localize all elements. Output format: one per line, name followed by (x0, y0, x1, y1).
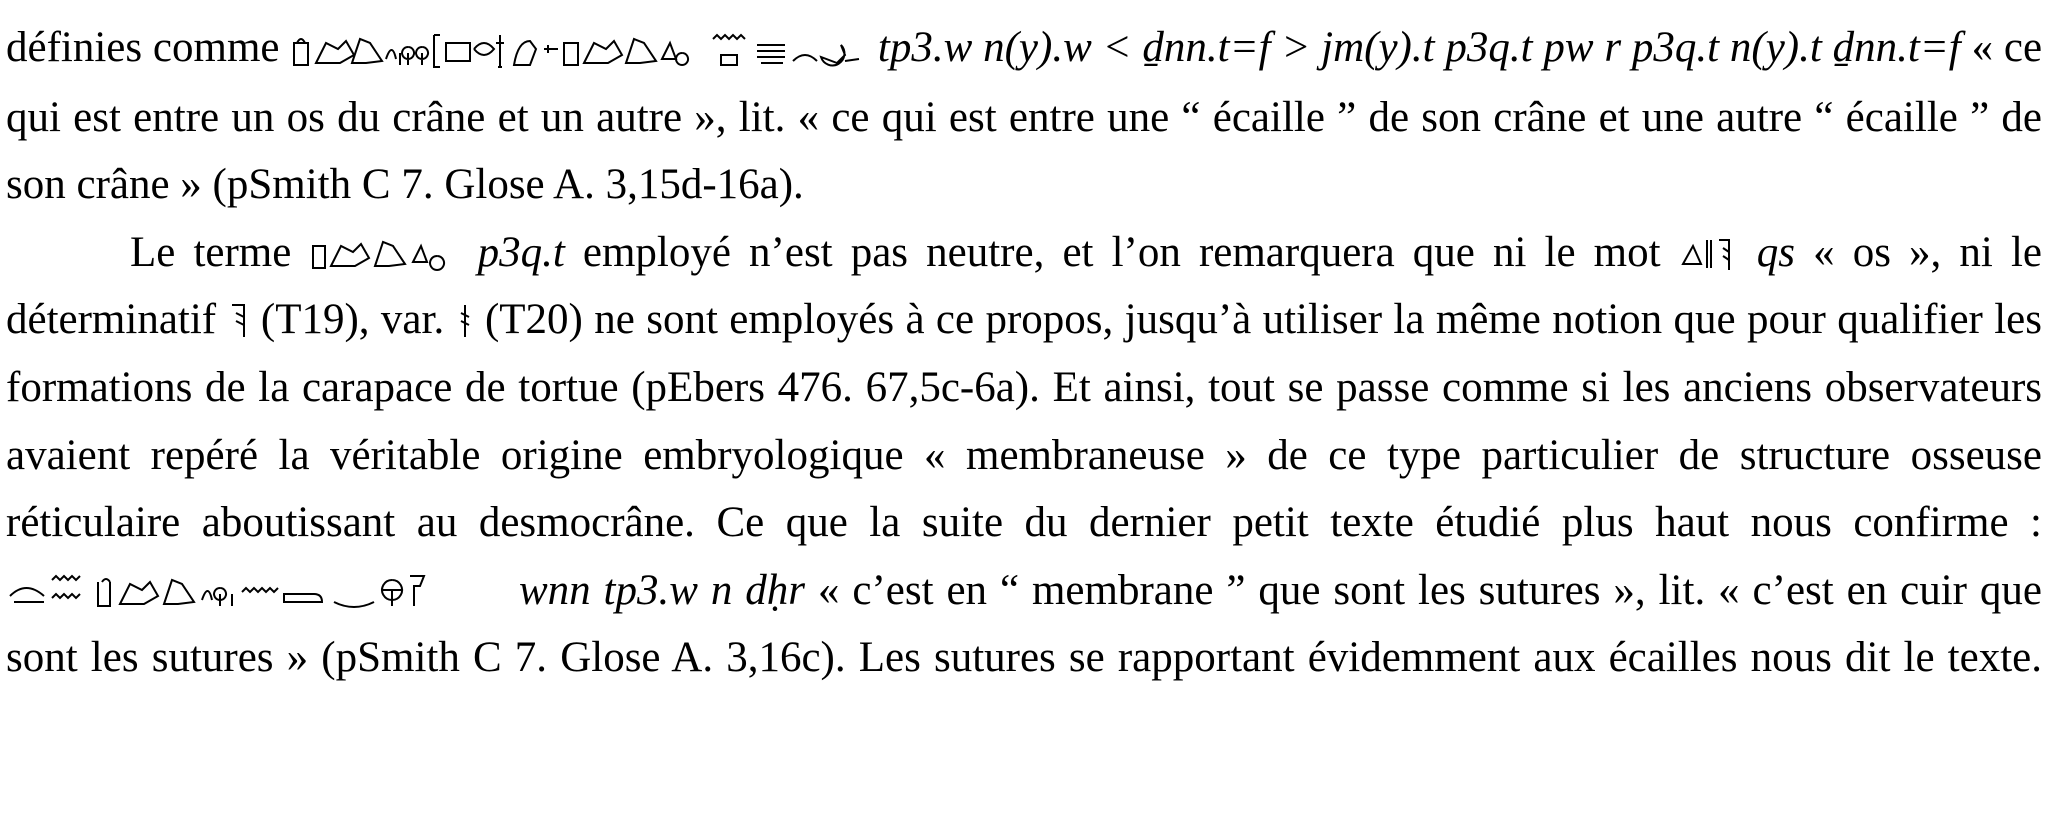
hieroglyph-inscription-1 (290, 31, 698, 69)
paragraph-2-text-d: (T20) ne sont employés à ce propos, jusqu’à utiliser la même notion que pour qualifier les formations de la carapace de tortue (pEbers 476. 67,5c-6a). Et ainsi, tout se passe comme si les anciens observateurs avaient repéré la véritable origine embryologique « membraneuse » de ce type particulier de structure osseuse réticulaire aboutissant au desmocrâne. Ce que la suite du dernier petit texte étudié plus haut nous confirme : (6, 296, 2042, 547)
paragraph-2-text-b: « os », ni le déterminatif (6, 228, 2042, 344)
paragraph-2 (6, 219, 2042, 692)
hieroglyph-wnn (6, 572, 506, 610)
paragraph-2-text-e: « c’est en “ membrane ” que sont les sutures », lit. « c’est en cuir que sont les sutures » (pSmith C 7. Glose A. 3,16c). Les sutures se rapportant évidemment aux écailles nous dit le texte. (6, 566, 2043, 682)
transliteration-1: tp3.w n(y).w < ḏnn.t=f > jm(y).t p3q.t pw r p3q.t n(y).t ḏnn.t=f (877, 24, 1961, 71)
paragraph-2-intro: Le terme (130, 228, 310, 276)
hieroglyph-qs (1679, 234, 1739, 272)
hieroglyph-group-2 (709, 16, 867, 84)
paragraph-1 (6, 14, 2042, 219)
document-page (6, 14, 2042, 692)
word-p3qt: p3q.t (477, 228, 565, 276)
space-1 (459, 229, 477, 276)
hieroglyph-inscription-2 (709, 31, 867, 69)
paragraph-1-translation: « ce qui est entre un os du crâne et un autre », lit. « ce qui est entre une “ écaille ” de son crâne et une autre “ écaille ” de son crâne » (pSmith C 7. Glose A. 3,15d-16a). (6, 24, 2043, 209)
paragraph-1-lead: définies comme (6, 24, 280, 71)
paragraph-2-text-a: employé n’est pas neutre, et l’on remarquera que ni le mot (564, 228, 1679, 276)
word-qs: qs (1756, 228, 1796, 276)
determinative-t19-icon (228, 301, 250, 339)
hieroglyph-p3qt (309, 234, 459, 272)
space-3 (506, 567, 519, 614)
hieroglyph-group-1 (290, 16, 698, 84)
space-2 (1739, 229, 1757, 276)
determinative-t20-icon (456, 301, 474, 339)
paragraph-2-text-c: (T19), var. (249, 296, 456, 344)
word-wnn: wnn tp3.w n dḥr (518, 566, 806, 614)
